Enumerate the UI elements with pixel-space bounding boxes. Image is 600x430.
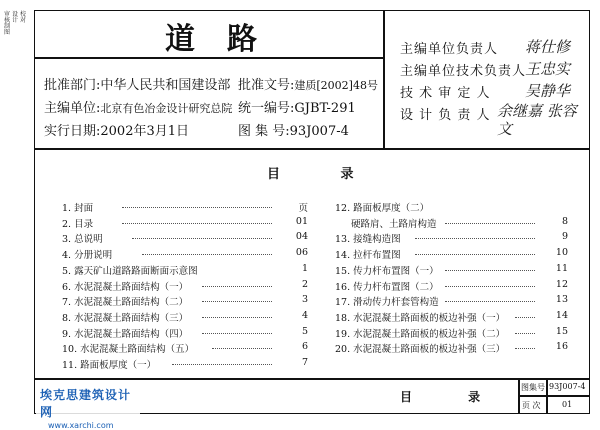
editor-label: 主编单位: bbox=[44, 101, 101, 116]
side-label: 制图 bbox=[3, 23, 10, 36]
signature: 蒋仕修 bbox=[525, 38, 571, 56]
toc-page: 04 bbox=[295, 231, 308, 243]
unified-no-row bbox=[238, 97, 356, 116]
approval-no-value: 建质[2002]48号 bbox=[294, 79, 378, 92]
toc-item-text: 封面 bbox=[74, 203, 94, 214]
toc-left-column bbox=[62, 200, 312, 370]
toc-right-column bbox=[335, 200, 575, 370]
footer-title: 目 录 bbox=[400, 390, 507, 404]
toc-page: 15 bbox=[555, 325, 568, 337]
date-label: 实行日期: bbox=[44, 124, 101, 139]
toc-item: 12. 路面板厚度（二） bbox=[335, 203, 430, 214]
side-label: 校对 bbox=[19, 11, 26, 24]
toc-page: 4 bbox=[301, 309, 308, 321]
toc-item-text: 硬路肩、土路肩构造 bbox=[351, 218, 437, 230]
toc-item: 16. 传力杆布置图（二） bbox=[335, 281, 439, 293]
footer-mid-line bbox=[518, 395, 590, 397]
toc-item-text: 水泥混凝土路面结构（二） bbox=[74, 297, 189, 309]
toc-item-text: 接缝构造图 bbox=[353, 234, 401, 246]
approval-no-row bbox=[238, 74, 378, 93]
toc-item: 14. 拉杆布置图 bbox=[335, 250, 401, 262]
header-divider bbox=[383, 10, 385, 148]
toc-item: 9. 水泥混凝土路面结构（四） bbox=[62, 328, 189, 340]
toc-item: 18. 水泥混凝土路面板的板边补强（一） bbox=[335, 312, 506, 324]
toc-item: 11. 路面板厚度（一） bbox=[62, 360, 157, 371]
signature: 吴静华 bbox=[525, 82, 571, 100]
date-value: 2002年3月1日 bbox=[100, 124, 190, 139]
toc-item-text: 露天矿山道路路面断面示意图 bbox=[74, 265, 198, 277]
toc-item-text: 分册说明 bbox=[74, 250, 113, 262]
toc-item: 5. 露天矿山道路路面断面示意图 bbox=[62, 265, 198, 277]
toc-page: 16 bbox=[555, 341, 568, 353]
responsible-role: 技 术 审 定 人 bbox=[400, 86, 491, 101]
toc-item-text: 传力杆布置图（一） bbox=[353, 265, 439, 277]
atlas-no-value: 93J007-4 bbox=[289, 124, 349, 139]
toc-item-text: 水泥混凝土路面结构（五） bbox=[80, 344, 195, 356]
toc-item-text: 传力杆布置图（二） bbox=[353, 281, 439, 293]
toc-item: 13. 接缝构造图 bbox=[335, 234, 401, 246]
toc-page: 1 bbox=[301, 262, 308, 274]
toc-item-text: 水泥混凝土路面结构（四） bbox=[74, 328, 189, 340]
toc-page: 5 bbox=[301, 325, 308, 337]
unified-no-label: 统一编号: bbox=[238, 101, 295, 116]
approver-label: 批准部门: bbox=[44, 78, 101, 93]
toc-item: 10. 水泥混凝土路面结构（五） bbox=[62, 344, 195, 356]
footer-page-value: 01 bbox=[562, 400, 573, 409]
toc-item: 4. 分册说明 bbox=[62, 250, 113, 262]
toc-item-text: 水泥混凝土路面结构（一） bbox=[74, 281, 189, 293]
toc-item: 7. 水泥混凝土路面结构（二） bbox=[62, 297, 189, 309]
footer-top-line bbox=[34, 378, 590, 380]
toc-item: 8. 水泥混凝土路面结构（三） bbox=[62, 312, 189, 324]
toc-item: 19. 水泥混凝土路面板的板边补强（二） bbox=[335, 328, 506, 340]
unified-no-value: GJBT-291 bbox=[294, 101, 356, 116]
toc-page: 页 bbox=[298, 203, 308, 214]
toc-item-text: 拉杆布置图 bbox=[353, 250, 401, 262]
toc-page: 3 bbox=[301, 294, 308, 306]
editor-value: 北京有色冶金设计研究总院 bbox=[100, 102, 233, 115]
toc-item-text: 水泥混凝土路面板的板边补强（一） bbox=[353, 312, 506, 324]
atlas-no-label: 图 集 号: bbox=[238, 124, 290, 139]
date-row bbox=[44, 120, 189, 139]
toc-item-text: 总说明 bbox=[74, 234, 103, 246]
toc-item: 15. 传力杆布置图（一） bbox=[335, 265, 439, 277]
responsible-role: 主编单位技术负责人 bbox=[400, 64, 527, 79]
toc-item-text: 水泥混凝土路面板的板边补强（三） bbox=[353, 344, 506, 356]
toc-item: 6. 水泥混凝土路面结构（一） bbox=[62, 281, 189, 293]
page-title: 道路 bbox=[165, 22, 289, 57]
footer-atlas-label: 图集号 bbox=[521, 383, 545, 392]
approver-row bbox=[44, 74, 230, 93]
toc-page: 13 bbox=[555, 294, 568, 306]
toc-item: 20. 水泥混凝土路面板的板边补强（三） bbox=[335, 344, 506, 356]
header-bottom-line bbox=[34, 148, 590, 150]
atlas-no-row bbox=[238, 120, 349, 139]
toc-page: 6 bbox=[301, 341, 308, 353]
toc-title: 目 录 bbox=[267, 167, 382, 182]
side-label-column bbox=[3, 12, 31, 36]
watermark-title: 埃克思建筑设计网 bbox=[40, 388, 132, 419]
toc-item-text: 路面板厚度（二） bbox=[353, 203, 430, 214]
toc-item bbox=[351, 216, 437, 230]
watermark-url: www.xarchi.com bbox=[48, 421, 114, 430]
toc-item-text: 目录 bbox=[74, 218, 94, 230]
toc-page: 10 bbox=[555, 247, 568, 259]
toc-page: 7 bbox=[301, 357, 308, 368]
approval-no-label: 批准文号: bbox=[238, 78, 295, 93]
responsible-role: 主编单位负责人 bbox=[400, 42, 499, 57]
editor-row bbox=[44, 97, 232, 116]
toc-page: 01 bbox=[295, 215, 308, 227]
signature: 王忠实 bbox=[525, 60, 571, 78]
approver-value: 中华人民共和国建设部 bbox=[100, 78, 231, 93]
footer-page-label: 页 次 bbox=[522, 401, 541, 410]
watermark bbox=[36, 384, 140, 430]
toc-item-text: 水泥混凝土路面结构（三） bbox=[74, 312, 189, 324]
toc-item: 2. 目录 bbox=[62, 218, 94, 230]
toc-page: 06 bbox=[295, 247, 308, 259]
toc-page: 14 bbox=[555, 309, 568, 321]
responsible-role: 设 计 负 责 人 bbox=[400, 108, 491, 123]
toc-item: 3. 总说明 bbox=[62, 234, 103, 246]
toc-page: 2 bbox=[301, 278, 308, 290]
toc-item: 1. 封面 bbox=[62, 203, 94, 214]
toc-item-text: 路面板厚度（一） bbox=[80, 360, 157, 371]
toc-page: 11 bbox=[555, 262, 568, 274]
side-label: 设计 bbox=[11, 11, 18, 24]
toc-page: 9 bbox=[561, 231, 568, 243]
signature: 余继嘉 张容文 bbox=[497, 102, 577, 138]
toc-page: 8 bbox=[561, 215, 568, 227]
side-label: 审核 bbox=[3, 11, 10, 24]
toc-item: 17. 滑动传力杆套管构造 bbox=[335, 297, 439, 309]
toc-item-text: 滑动传力杆套管构造 bbox=[353, 297, 439, 309]
footer-atlas-value: 93J007-4 bbox=[549, 382, 586, 391]
toc-item-text: 水泥混凝土路面板的板边补强（二） bbox=[353, 328, 506, 340]
toc-page: 12 bbox=[555, 278, 568, 290]
